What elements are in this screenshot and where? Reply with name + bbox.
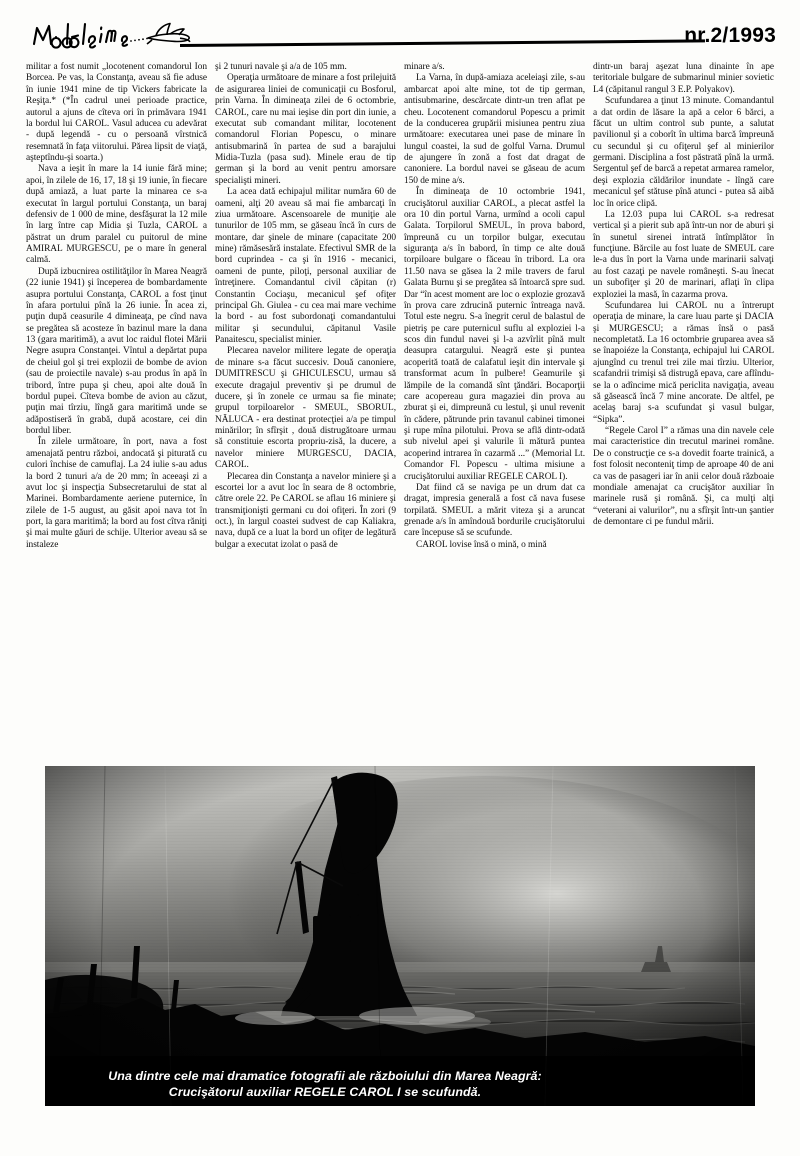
text-column-4: [593, 62, 774, 762]
text-column-1: [26, 62, 207, 762]
paragraph: Scufundarea a ţinut 13 minute. Comandantul a dat ordin de lăsare la apă a celor 6 bărci, a făcut un ultim control sub punte, a salutat pavilionul şi a coborît în ultima barcă împreună cu secundul şi cu ofiţerul şef al minierilor germani. Disciplina a fost păstrată pînă la urmă. Sergentul şef de barcă a repetat armarea ramelor, deşi explozia căldărilor inundate - lîngă care mecanicul şef stătuse pînă atunci - putea să aibă loc în orice clipă.: [593, 96, 774, 209]
photo-caption: [45, 1068, 605, 1100]
masthead: [0, 0, 800, 56]
paragraph: Nava a ieşit în mare la 14 iunie fără mine; apoi, în zilele de 16, 17, 18 şi 19 iunie, în fiecare după amiază, a luat parte la minarea ce s-a executat în largul portului Constanţa, un baraj defensiv de 1 000 de mine, desfăşurat la 12 mile în larg între cap Midia şi Tuzla, CAROL a păstrat un drum paralel cu puitorul de mine AMIRAL MURGESCU, pe o mare în general calmă.: [26, 164, 207, 266]
paragraph: În zilele următoare, în port, nava a fost amenajată pentru război, andocată şi piturată cu culori închise de camuflaj. La 24 iulie s-au adus la bord 2 tunuri a/a de 20 mm; în aceeaşi zi a avut loc şi inspecţia Subsecretarului de stat al Marinei. Bombardamente aeriene puternice, în zilele de 1-5 august, au găsit apoi nava tot în port, la gara maritimă; la bord au fost cîtva răniţi şi mai multe găuri de schije. Ulterior aveau să se instaleze: [26, 437, 207, 550]
paragraph: şi 2 tunuri navale şi a/a de 105 mm.: [215, 62, 347, 72]
paragraph: Scufundarea lui CAROL nu a întrerupt operaţia de minare, la care luau parte şi DACIA şi MURGESCU; a rămas însă o pasă necompletată. La 16 octombrie gruparea avea să se înapoiéze la Constanţa, echipajul lui CAROL ajungînd cu trenul trei zile mai tîrziu. Ulterior, scafandrii trimişi să distrugă epava, care aflîndu-se la o adîncime mică periclita navigaţia, aveau să găsească încă 7 mine ancorate. De altfel, pe acelaş baraj s-a scufundat şi vasul bulgar, “Sipka”.: [593, 300, 774, 425]
paragraph: minare a/s.: [404, 62, 445, 72]
caption-line-2: Crucişătorul auxiliar REGELE CAROL I se scufundă.: [168, 1085, 482, 1099]
text-column-2: [215, 62, 396, 762]
paragraph: Dat fiind că se naviga pe un drum dat ca dragat, impresia generală a fost că nava fusese torpilată. SMEUL a mărit viteza şi a aruncat grenade a/s în amîndouă bordurile crucişătorului care începuse să se scufunde.: [404, 482, 585, 539]
article-columns: [26, 62, 778, 762]
paragraph: În dimineaţa de 10 octombrie 1941, crucişătorul auxiliar CAROL, a plecat astfel la ora 10 din portul Varna, urmînd a ocoli capul Galata. Torpilorul SMEUL, în prova babord, împreună cu un torpilor bulgar, executau siguranţa a/s în babord, în timp ce alte două torpiloare bulgare o făceau în tribord. La ora 11.50 nava se găsea la 2 mile travers de farul Galata Burnu şi se pregătea să întoarcă spre sud. Dar “în acest moment are loc o explozie grozavă în prova care zdrucină puternic întreaga navă. Totul este negru. S-a înegrit cerul de balastul de pietriş pe care puternicul suflu al exploziei l-a scos din fundul navei şi l-a azvîrlit pînă mult deasupra catargului. Neagră este şi puntea acoperită toată de calafatul ieşit din intervale şi transformat acum în pulbere! Geamurile şi lămpile de la comandă sînt ţăndări. Bocaporţii care acopereau gura magaziei din prova au zburat şi ei, dimpreună cu lestul, şi unul revenit în cădere, pătrunde prin tavanul cabinei timonei şi rupe mîna pilotului. Prova se află dintr-odată sub nivelul apei şi valurile îi mătură puntea acoperind intrarea în cazarmă ...” (Memorial Lt. Comandor Fl. Popescu - ultima misiune a crucişătorului auxiliar REGELE CAROL I).: [404, 187, 585, 482]
paragraph: Plecarea din Constanţa a navelor miniere şi a escortei lor a avut loc în seara de 8 octombrie, către orele 22. Pe CAROL se aflau 16 miniere şi transmiţionişti germani cu doi ofiţeri. În zori (9 oct.), în largul coastei sudvest de cap Kaliakra, nava, după ce a luat la bord un ofiţer de legătură bulgar a executat izolat o pasă de: [215, 471, 396, 550]
sinking-cruiser-photo: [45, 766, 755, 1106]
masthead-rule: [180, 39, 705, 47]
paragraph: “Regele Carol I” a rămas una din navele cele mai caracteristice din trecutul marinei române. De o construcţie ce s-a dovedit foarte trainică, a fost folosit neconteniţ timp de aproape 40 de ani ca vas de pasageri iar în anii celor două războaie mondiale amenajat ca crucişător auxiliar în marinele rusă şi română. Şi, ca mulţi alţi “veterani ai valurilor”, nu a sfîrşit într-un şantier de demontare ci pe fundul mării.: [593, 426, 774, 527]
paragraph: Plecarea navelor militere legate de operaţia de minare s-a făcut succesiv. Două canoniere, DUMITRESCU şi GHICULESCU, urmau să execute dragajul preventiv şi pe drumul de ducere, şi în zonele ce urmau sa fie minate; grupul torpiloarelor - SMEUL, SBORUL, NĂLUCA - era destinat protecţiei a/a pe timpul minărilor; în sfîrşit , două distrugătoare urmau să constituie escorta propriu-zisă, la ducere, a navelor miniere MURGESCU, DACIA, CAROL.: [215, 346, 396, 471]
paragraph: La Varna, în după-amiaza aceleiaşi zile, s-au ambarcat apoi alte mine, tot de tip german, antisubmarine, descărcate dintr-un tren aflat pe cheu. Locotenent comandorul Popescu a primit de la conducerea grupării misiunea pentru ziua următoare: executarea unei pase de minare în lungul coastei, la sud de golful Varna. Drumul de ajungere în zonă a fost dat dragat de canoniere. La bordul navei se găseau de acum 150 de mine a/s.: [404, 73, 585, 186]
paragraph: După izbucnirea ostilităţilor în Marea Neagră (22 iunie 1941) şi începerea de bombardamente asupra portului Constanţa, CAROL a fost ţinut în afara portului pînă la 26 iunie. În acea zi, puţin după ceasurile 4 dimineaţa, pe cînd nava se pregătea să acosteze în bazinul mare la dana 13 (gara maritimă), a avut loc raidul flotei Mării Negre asupra Constanţei. Vîntul a depărtat pupa de cheiul gol şi trei explozii de bombe de avion (sau de proiectile navale) s-au produs în apă în tribord, între pupa şi cheu, apoi alte două în bordul pupei. Cîteva bombe de avion au căzut, puţin mai tîrziu, lîngă gara maritimă unde se adăpostiseră în grabă, după acostare, cei din bordul liber.: [26, 266, 207, 436]
airplane-logo-icon: [30, 14, 200, 54]
paragraph: La 12.03 pupa lui CAROL s-a redresat vertical şi a pierit sub apă într-un nor de aburi şi în sunetul sirenei intrată întîmplător în funcţiune. Bărcile au fost luate de SMEUL care le-a dus în port la Varna unde marinarii salvaţi au fost cazaţi pe navele româneşti. S-au înecat un subofiţer şi 20 de marinari, aflaţi în clipa exploziei la masă, în cazarma prova.: [593, 209, 774, 300]
text-column-3: [404, 62, 585, 762]
paragraph: militar a fost numit „locotenent comandorul Ion Borcea. Pe vas, la Constanţa, aveau să fie aduse în iunie 1941 mine de tip Vickers fabricate la Reşiţa.* (*În cadrul unei perioade practice, autorul a ajuns de cîteva ori în primăvara 1941 la bordul lui CAROL. Vasul aducea cu adevărat - după legendă - cu o persoană vîrstnică resemnată în faţa viitorului. Părea lipsit de viaţă, aşteptîndu-şi soarta.): [26, 62, 207, 163]
paragraph: dintr-un baraj aşezat luna dinainte în ape teritoriale bulgare de submarinul minier sovietic L4 (căpitanul rangul 3 E.P. Polyakov).: [593, 62, 774, 95]
modelism-logo: [30, 14, 200, 54]
paragraph: CAROL lovise însă o mină, o mină: [416, 539, 547, 550]
issue-number: nr.2/1993: [684, 24, 776, 47]
paragraph: La acea dată echipajul militar număra 60 de oameni, alţi 20 aveau să mai fie ambarcaţi în ziua următoare. Ascensoarele de muniţie ale tunurilor de 105 mm, se găseau încă în curs de montare, dar şinele de minare (capacitate 200 mine) rămăsesără instalate. Efectivul SMR de la bord cuprindea - ca şi în 1916 - mecanici, oameni de punte, piloţi, personal auxiliar de întreţinere. Comandantul civil căpitan (r) Constantin Cociaşu, mecanicul şef ofiţer principal Gh. Giulea - cu cea mai mare vechime la bord - au fost subordonaţi comandantului militar şi secundului, căpitanul Vasile Panaitescu, specialist minier.: [215, 187, 396, 345]
caption-line-1: Una dintre cele mai dramatice fotografii ale războiului din Marea Neagră:: [108, 1069, 542, 1083]
paragraph: Operaţia următoare de minare a fost prilejuită de asigurarea liniei de comunicaţii cu Bosforul, prin Varna. În dimineaţa zilei de 6 octombrie, CAROL, care nu mai ieşise din port din iunie, a executat sub comandant militar, locotenent comandorul Florian Popescu, o minare antisubmarină în partea de sud a barajului Midia-Tuzla (pasa sud). Minele erau de tip german şi la bord au venit pentru amorsare specialişti mineri.: [215, 73, 396, 186]
